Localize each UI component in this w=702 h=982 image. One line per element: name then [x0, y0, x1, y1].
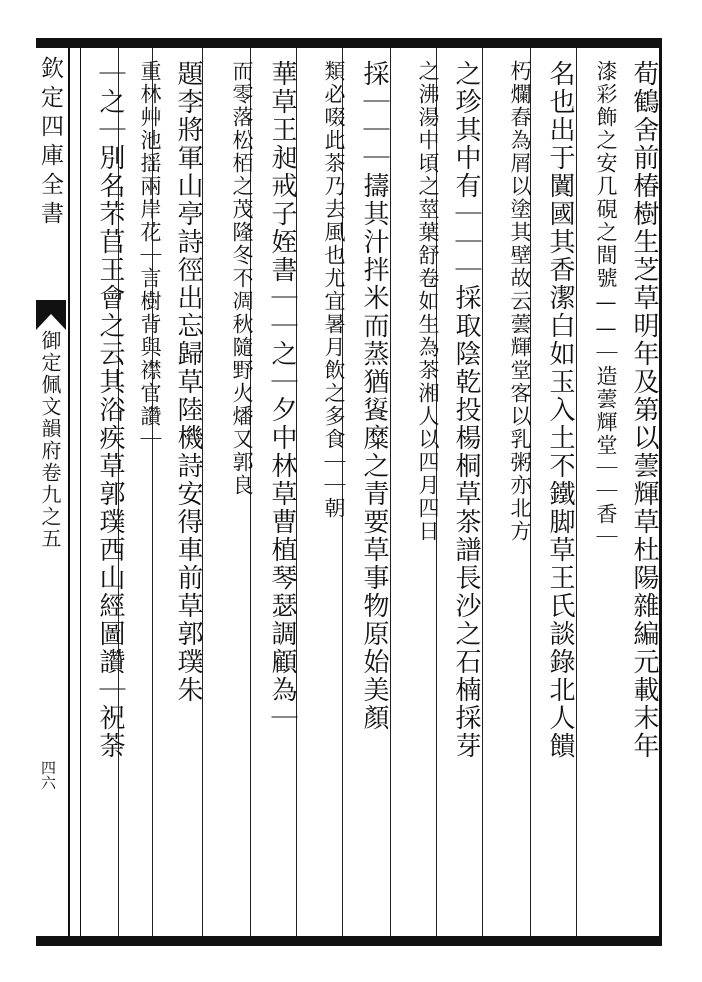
margin-rule	[80, 48, 81, 936]
text-column: 名也出于闐國其香潔白如玉入土不鐵脚草王氏談錄北人饋	[545, 60, 575, 760]
fish-tail-mark-icon	[36, 300, 66, 330]
text-column: 之珍其中有｜｜｜採取陰乾投楊桐草茶譜長沙之石楠採芽	[451, 60, 481, 760]
text-column: 朽爛舂為屑以塗其壁故云蕓輝堂客以乳粥亦北方	[508, 60, 532, 543]
text-column: 採｜｜｜擣其汁拌米而蒸猶𩜾糜之青要草事物原始美顏	[359, 60, 389, 732]
text-column: 類必啜此茶乃去風也尤宜暑月飲之多食｜｜朝	[322, 60, 346, 520]
volume-title: 御定佩文韻府卷九之五	[38, 330, 62, 550]
book-title: 欽定四庫全書	[37, 56, 63, 230]
text-column: 重林艸池揺兩岸花｜言樹背與襟官讚｜	[138, 60, 162, 451]
text-column: ｜之｜別名芣苢王會之云其浴疾草郭璞西山經圖讚｜祝荼	[95, 60, 125, 760]
text-column: 荀鶴舍前椿樹生芝草明年及第以蕓輝草杜陽雜編元載末年	[629, 60, 659, 760]
margin-rule	[68, 48, 70, 936]
text-column: 之沸湯中頃之莖葉舒卷如生為茶湘人以四月四日	[416, 60, 440, 543]
text-column: 華草王昶戒子姪書｜｜之｜夕中林草曹植琴瑟調顧為｜	[267, 60, 297, 732]
text-column: 題李將軍山亭詩徑出忘歸草陸機詩安得車前草郭璞朱	[173, 60, 203, 704]
frame-bottom-bar	[36, 936, 662, 946]
text-column: 漆彩飾之安几硯之間號——｜造蕓輝堂｜｜香｜	[594, 60, 618, 549]
text-column: 而零落松栢之茂隆冬不凋秋隨野火燔又郭良	[230, 60, 254, 497]
page-number: 四六	[39, 760, 57, 790]
